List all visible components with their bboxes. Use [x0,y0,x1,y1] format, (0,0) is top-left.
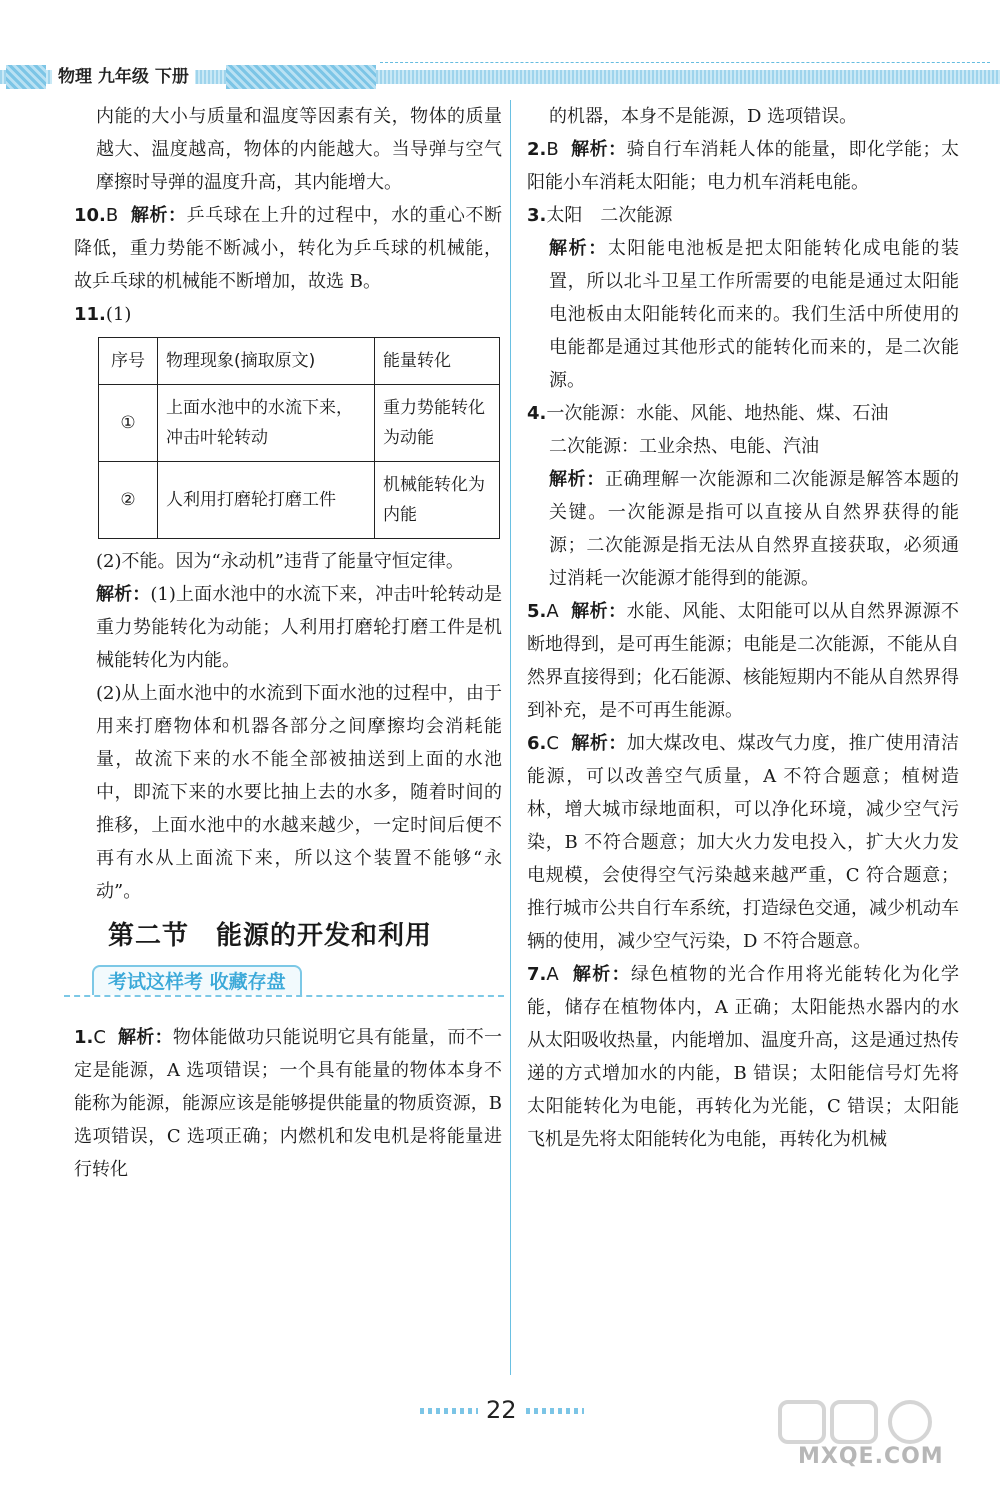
answer: 一次能源：水能、风能、地热能、煤、石油 [546,403,889,424]
header-tail-decoration [226,65,376,89]
question-11-part-2: (2)不能。因为“永动机”违背了能量守恒定律。 [96,551,464,572]
question-4-analysis [527,463,959,595]
question-7 [527,958,959,1156]
table-cell: 机械能转化为内能 [375,462,500,539]
sub-question: (1) [105,304,132,325]
analysis-label: 解析： [549,238,608,259]
right-column [527,100,959,1156]
question-4 [527,397,959,430]
table-cell: ① [99,385,158,462]
analysis-text: 乒乓球在上升的过程中，水的重心不断降低，重力势能不断减小，转化为乒乓球的机械能，故乒乓球的机械能不断增加，故选 B。 [74,205,503,292]
energy-table [98,337,500,539]
answer: A [546,601,559,622]
question-11-analysis-1 [74,578,502,677]
question-number: 4. [527,403,547,424]
question-3-analysis [527,232,959,397]
continued-paragraph: 的机器，本身不是能源，D 选项错误。 [549,106,858,127]
exam-banner [74,965,502,1001]
question-number: 3. [527,205,547,226]
analysis-label: 解析： [571,733,627,754]
analysis-label: 解析： [571,139,627,160]
answer: C [546,733,559,754]
watermark-text: MXQE.COM [798,1444,944,1469]
question-11-analysis-2: (2)从上面水池中的水流到下面水池的过程中，由于用来打磨物体和机器各部分之间摩擦均会消耗能量，故流下来的水不能全部被抽送到上面的水池中，即流下来的水要比抽上去的水多，随着时间的推移，上面水池中的水越来越少，一定时间后便不再有水从上面流下来，所以这个装置不能够“永动”。 [96,683,502,902]
question-number: 2. [527,139,547,160]
analysis-text: 水能、风能、太阳能可以从自然界源源不断地得到，是可再生能源；电能是二次能源，不能从自然界直接得到；化石能源、核能短期内不能从自然界得到补充，是不可再生能源。 [527,601,960,721]
header-title: 物理 九年级 下册 [52,62,195,92]
table-row [99,385,500,462]
header-tab-decoration [6,65,46,89]
answer: B [105,205,119,226]
footer-dots-left [420,1408,478,1414]
footer-dots-right [526,1408,584,1414]
analysis-text: 骑自行车消耗人体的能量，即化学能；太阳能小车消耗太阳能；电力机车消耗电能。 [527,139,960,193]
analysis-text: 绿色植物的光合作用将光能转化为化学能，储存在植物体内，A 正确；太阳能热水器内的水从太阳吸收热量，内能增加、温度升高，这是通过热传递的方式增加水的内能，B 错误；太阳能信号灯先将太阳能转化为电能，再转化为光能，C 错误；太阳能飞机是先将太阳能转化为电能，再转化为机械 [527,964,960,1150]
table-cell: ② [99,462,158,539]
page-header [0,62,1000,92]
question-number: 7. [527,964,547,985]
question-number: 11. [74,304,106,325]
analysis-text: (1)上面水池中的水流下来，冲击叶轮转动是重力势能转化为动能；人利用打磨轮打磨工件是机械能转化为内能。 [96,584,502,671]
column-divider [510,100,511,1375]
table-header-cell: 序号 [99,338,158,385]
analysis-label: 解析： [571,601,627,622]
question-6 [527,727,959,958]
table-cell: 重力势能转化为动能 [375,385,500,462]
answer: C [93,1027,106,1048]
question-4-answer-2: 二次能源：工业余热、电能、汽油 [549,436,819,457]
analysis-label: 解析： [96,584,151,605]
question-3 [527,199,959,232]
analysis-text: 加大煤改电、煤改气力度，推广使用清洁能源，可以改善空气质量，A 不符合题意；植树造林，增大城市绿地面积，可以净化环境，减少空气污染，B 不符合题意；加大火力发电投入，扩大火力发电规模，会使得空气污染越来越严重，C 符合题意；推行城市公共自行车系统，打造绿色交通，减少机动车辆的使用，减少空气污染，D 不符合题意。 [527,733,960,952]
answer: A [546,964,559,985]
table-header-cell: 物理现象(摘取原文) [158,338,375,385]
left-column [74,100,502,1186]
answer: 太阳 二次能源 [546,205,673,226]
question-number: 1. [74,1027,94,1048]
question-5 [527,595,959,727]
section-title: 第二节 能源的开发和利用 [108,921,433,951]
table-row [99,462,500,539]
analysis-text: 物体能做功只能说明它具有能量，而不一定是能源，A 选项错误；一个具有能量的物体本身不能称为能源，能源应该是能够提供能量的物质资源，B 选项错误，C 选项正确；内燃机和发电机是将能量进行转化 [74,1027,502,1180]
analysis-label: 解析： [130,205,187,226]
banner-label: 考试这样考 收藏存盘 [92,965,302,995]
table-header-row [99,338,500,385]
question-10 [74,199,502,298]
table-cell: 人利用打磨轮打磨工件 [158,462,375,539]
header-dashed-line [380,62,990,63]
analysis-label: 解析： [572,964,632,985]
question-2 [527,133,959,199]
analysis-label: 解析： [118,1027,173,1048]
question-number: 10. [74,205,106,226]
analysis-text: 太阳能电池板是把太阳能转化成电能的装置，所以北斗卫星工作所需要的电能是通过太阳能电池板由太阳能转化而来的。我们生活中所使用的电能都是通过其他形式的能转化而来的，是二次能源。 [549,238,960,391]
answer: B [546,139,559,160]
question-11 [74,298,502,331]
question-1 [74,1021,502,1186]
table-cell: 上面水池中的水流下来，冲击叶轮转动 [158,385,375,462]
intro-paragraph: 内能的大小与质量和温度等因素有关，物体的质量越大、温度越高，物体的内能越大。当导弹与空气摩擦时导弹的温度升高，其内能增大。 [96,106,502,193]
question-number: 5. [527,601,547,622]
table-header-cell: 能量转化 [375,338,500,385]
question-number: 6. [527,733,547,754]
page-number: 22 [486,1396,517,1424]
analysis-label: 解析： [549,469,605,490]
analysis-text: 正确理解一次能源和二次能源是解答本题的关键。一次能源是指可以直接从自然界获得的能源；二次能源是指无法从自然界直接获取，必须通过消耗一次能源才能得到的能源。 [549,469,959,589]
